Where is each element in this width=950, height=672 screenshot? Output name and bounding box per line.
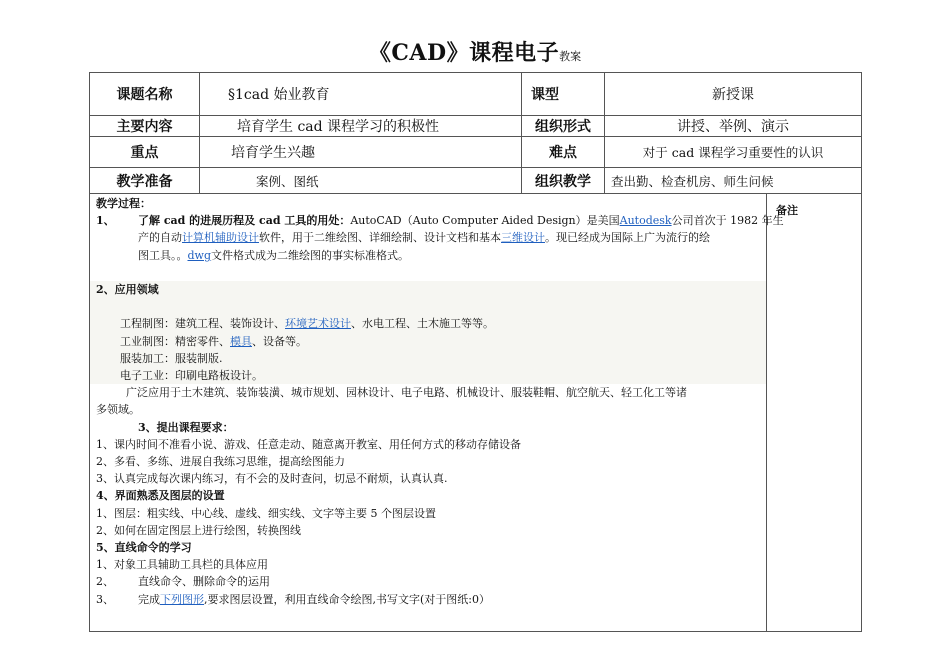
dwg-link[interactable]: dwg [187,248,211,262]
key-point-label: 重点 [130,145,159,161]
layer-item-1: 1、图层：粗实线、中心线、虚线、细实线、文字等主要 5 个图层设置 [96,506,436,520]
remark-label: 备注 [776,204,798,217]
spacer [90,264,766,281]
layer-item-2: 2、如何在固定图层上进行绘图，转换图线 [96,523,301,537]
type-label: 课型 [531,87,559,103]
electronics-line: 电子工业：印刷电路板设计。 [120,369,263,383]
item-2-number: 2、 [96,575,114,589]
clothing-line: 服装加工：服装制版. [120,351,223,365]
table-row-divider-4 [89,193,862,194]
section-1-line-1 [90,212,784,229]
topic-value: §1cad 始业教育 [228,87,330,103]
requirement-3: 3、认真完成每次课内练习，有不会的及时查问，切忌不耐烦，认真认真. [96,472,448,486]
section-2-title: 2、应用领域 [96,283,159,297]
item-2-text: 直线命令、删除命令的运用 [138,575,270,589]
requirement-1: 1、课内时间不准看小说、游戏、任意走动、随意离开教室、用任何方式的移动存储设备 [96,437,521,451]
remark-col-divider [766,193,767,632]
industrial-text-a: 工业制图：精密零件、 [120,334,230,348]
key-point-value: 培育学生兴趣 [231,145,315,161]
section-1-text-c: 产的自动 [138,231,182,245]
wide-application-line-1: 广泛应用于土木建筑、装饰装潢、城市规划、园林设计、电子电路、机械设计、服装鞋帽、航空航天、轻工化工等诸 [126,386,687,400]
form-value: 讲授、举例、演示 [677,119,789,135]
engineering-drawing-line [90,315,766,332]
process-heading: 教学过程： [96,197,151,210]
table-border-bottom [89,631,862,632]
section-1-line-2 [90,229,766,246]
table-col-divider-1 [199,72,200,194]
section-1-line-3 [90,247,766,264]
document-title-main: 《CAD》课程电子 [368,40,560,66]
content-label: 主要内容 [116,119,173,135]
table-border-right [861,72,862,632]
industrial-drawing-line [90,333,766,350]
cad-link[interactable]: 计算机辅助设计 [182,231,259,245]
prep-label: 教学准备 [116,173,173,190]
section-1-text-g: 文件格式成为二维绘图的事实标准格式。 [211,248,409,262]
section-1-text-f: 图工具。。 [138,248,188,262]
industrial-text-b: 、设备等。 [252,334,307,348]
section-5-title: 5、直线命令的学习 [96,541,192,555]
content-value: 培育学生 cad 课程学习的积极性 [237,119,440,135]
prep-value: 案例、图纸 [256,173,319,189]
teaching-process [90,195,784,631]
document-title-suffix: 教案 [559,50,582,63]
engineering-text-b: 、水电工程、土木施工等等。 [351,317,494,331]
section-1-text-a: AutoCAD（Auto Computer Aided Design）是美国 [350,214,620,228]
application-area-block [90,281,766,384]
3d-design-link[interactable]: 三维设计 [501,231,545,245]
line-command-item-3 [90,591,766,608]
difficulty-value: 对于 cad 课程学习重要性的认识 [642,145,824,160]
environment-art-link[interactable]: 环境艺术设计 [285,317,351,331]
following-figure-link[interactable]: 下列图形 [160,592,204,606]
difficulty-label: 难点 [549,145,577,161]
section-1-text-b: 公司首次于 1982 年生 [671,214,784,228]
requirement-2: 2、多看、多练、进展自我练习思维，提高绘图能力 [96,455,345,469]
mold-link[interactable]: 模具 [230,334,252,348]
section-1-title: 了解 cad 的进展历程及 cad 工具的用处： [138,214,351,228]
document-title [0,36,950,67]
section-3-title: 3、提出课程要求： [138,420,234,434]
item-3-text-b: ,要求图层设置，利用直线命令绘图,书写文字(对于图纸:0） [204,592,490,606]
line-command-item-1: 1、对象工具辅助工具栏的具体应用 [96,558,268,572]
topic-label: 课题名称 [116,87,173,103]
autodesk-link[interactable]: Autodesk [619,214,672,228]
org-value: 查出勤、检查机房、师生问候 [611,173,774,189]
line-command-item-2 [90,573,766,590]
section-1-text-d: 软件，用于二维绘图、详细绘制、设计文档和基本 [259,231,501,245]
section-4-title: 4、界面熟悉及图层的设置 [96,489,225,503]
engineering-text-a: 工程制图：建筑工程、装饰设计、 [120,317,285,331]
section-1-text-e: 。现已经成为国际上广为流行的绘 [545,231,710,245]
type-value: 新授课 [712,87,754,103]
wide-application-line-2: 多领域。 [96,403,140,417]
item-3-number: 3、 [96,592,114,606]
org-label: 组织教学 [535,173,591,190]
form-label: 组织形式 [535,119,591,135]
spacer [90,298,766,315]
item-3-text-a: 完成 [138,592,160,606]
section-1-number: 1、 [96,214,115,228]
